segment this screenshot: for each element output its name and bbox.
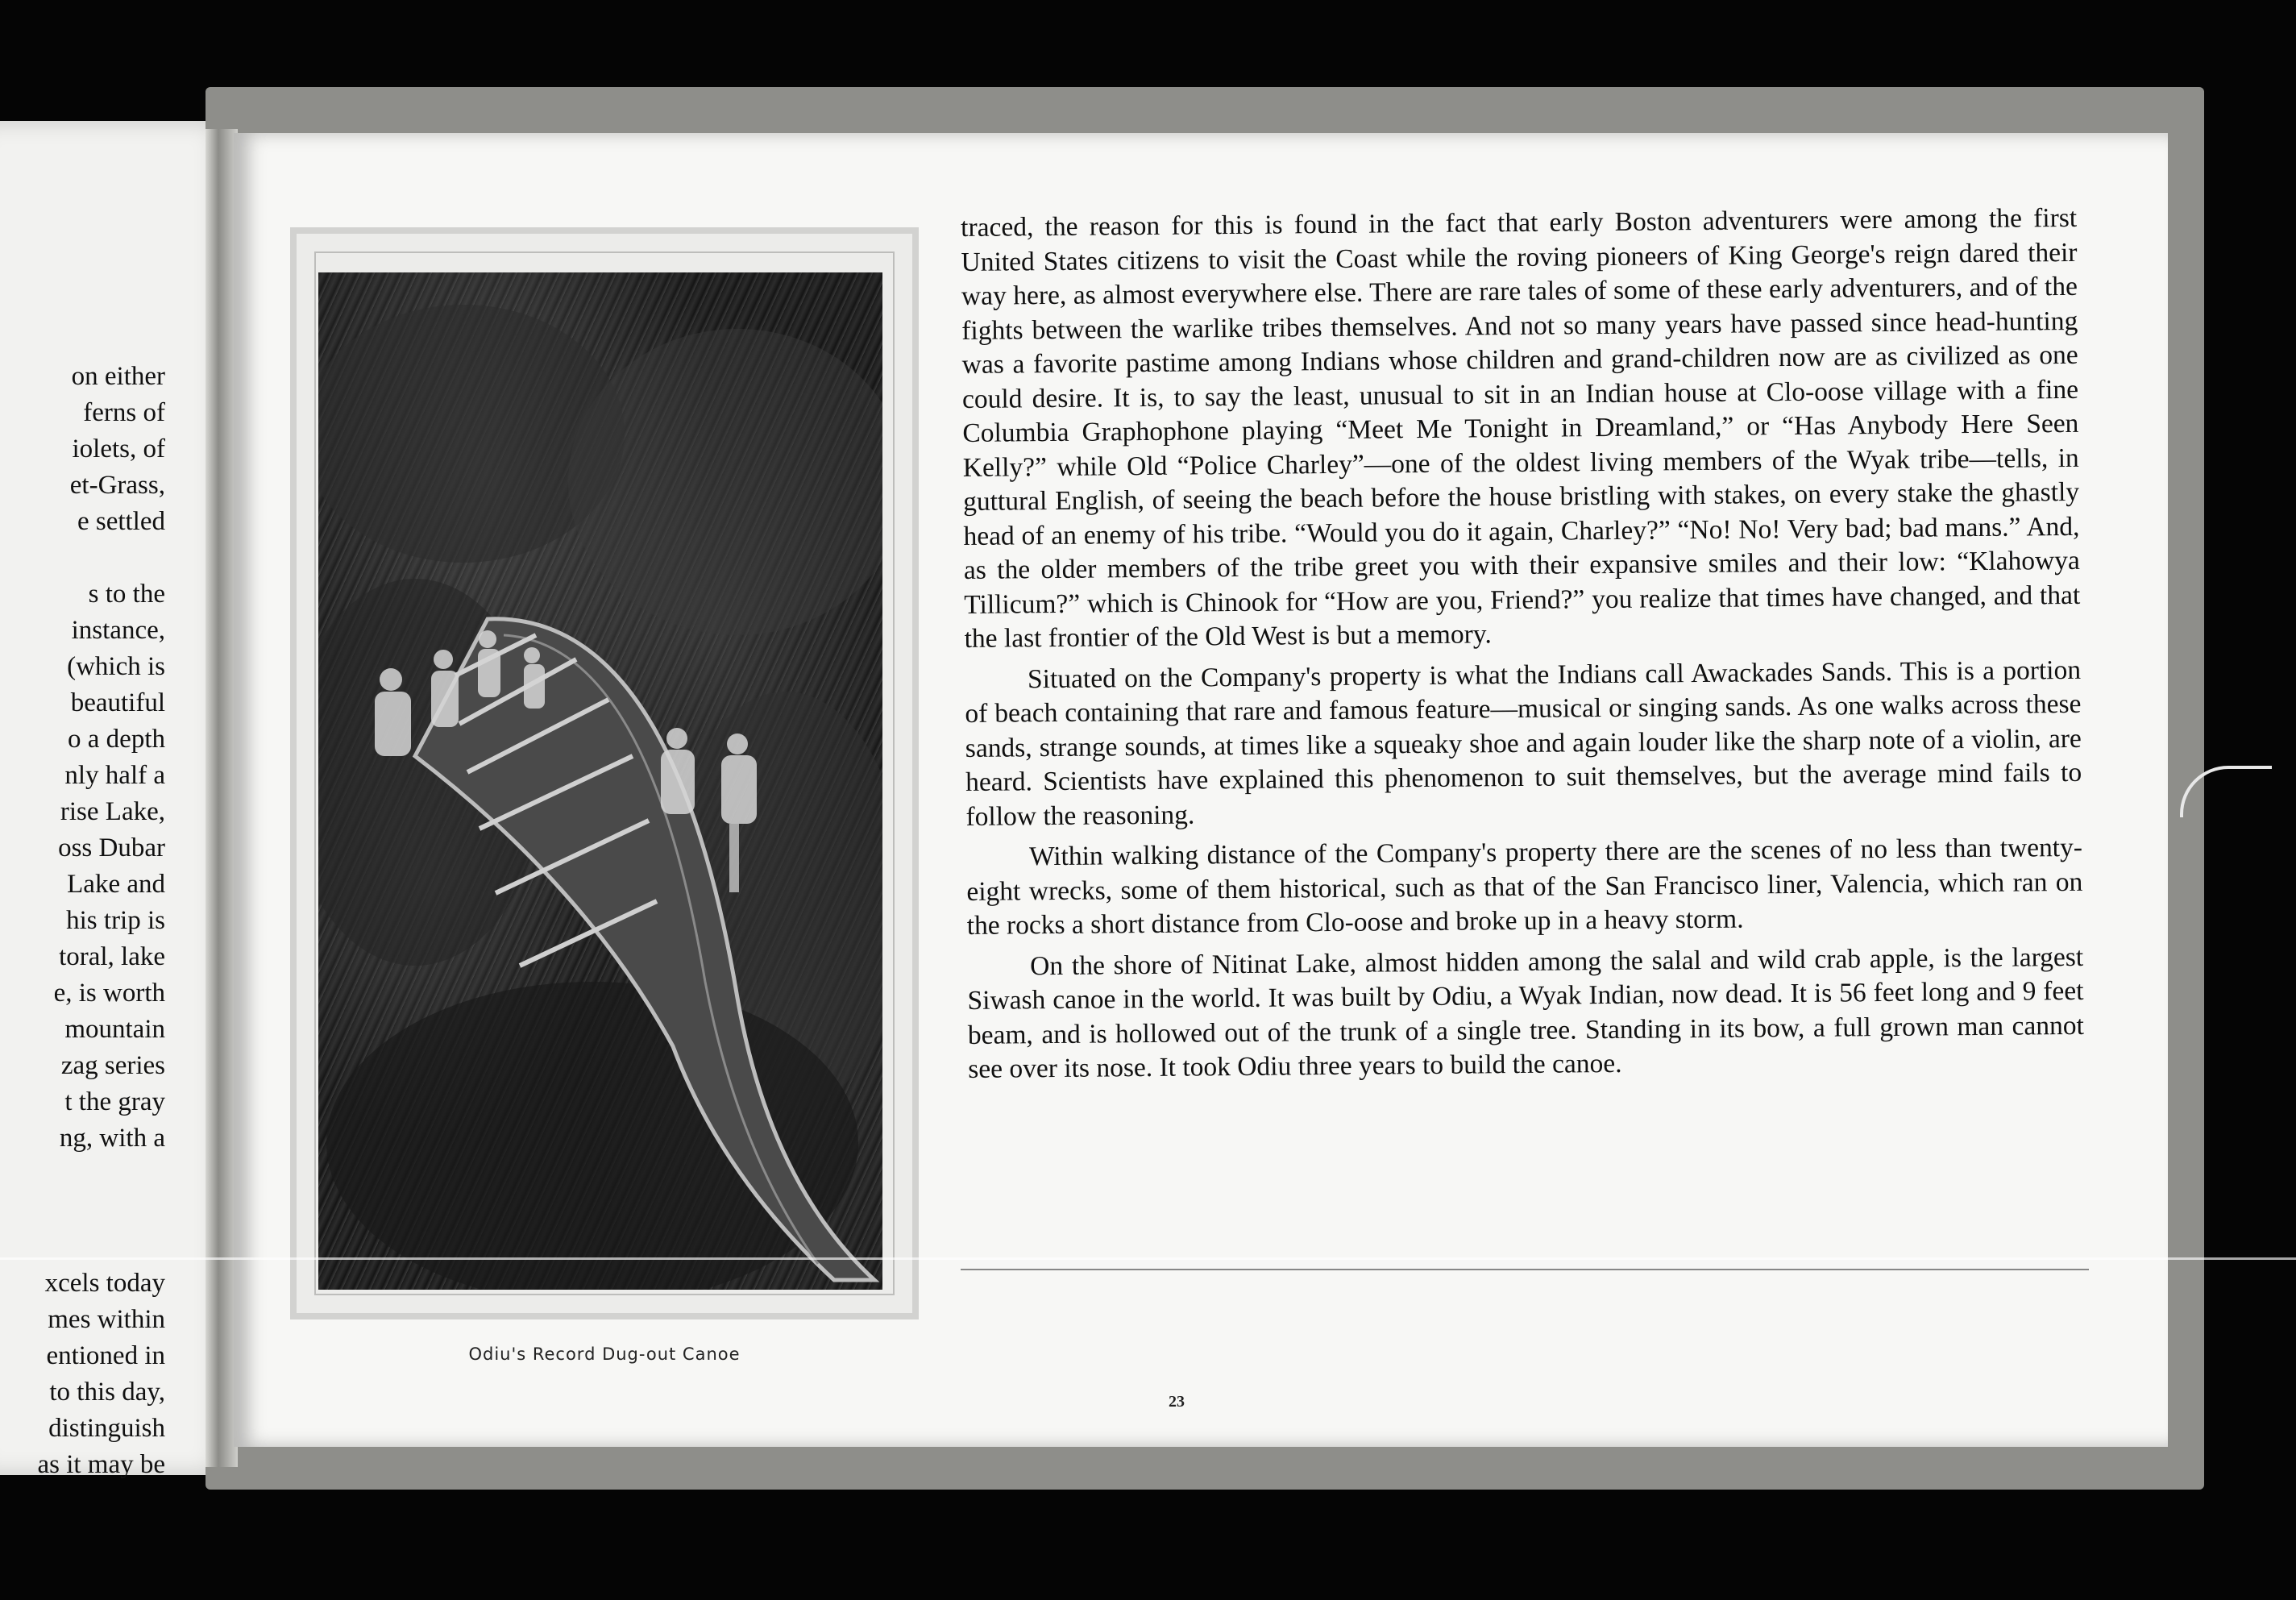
left-page-line: et-Grass, (69, 471, 165, 500)
left-page-line: distinguish (48, 1414, 165, 1443)
left-page-line (0, 1193, 165, 1229)
left-page-line: iolets, of (72, 434, 165, 463)
left-page-line: (which is (67, 652, 165, 681)
canoe-illustration (318, 272, 882, 1290)
left-page-line: t the gray (64, 1087, 165, 1116)
left-page-line: entioned in (46, 1341, 165, 1370)
left-page-line: ferns of (83, 398, 165, 427)
left-page-line: to this day, (49, 1378, 165, 1407)
left-page-line: e, is worth (53, 979, 165, 1008)
left-page-line: zag series (60, 1051, 165, 1080)
left-page-line: his trip is (66, 906, 165, 935)
left-page-line: xcels today (44, 1269, 165, 1298)
body-text-column (961, 202, 2084, 1094)
film-scratch-line-secondary (961, 1269, 2089, 1270)
photo-caption: Odiu's Record Dug-out Canoe (468, 1344, 741, 1364)
film-scratch-line (0, 1257, 2296, 1260)
left-page-line: mountain (64, 1015, 165, 1044)
left-page-line: o a depth (68, 725, 165, 754)
left-page-line: oss Dubar (58, 833, 165, 862)
left-page-line: s to the (88, 580, 165, 609)
left-page-line: as it may be (37, 1450, 165, 1479)
body-paragraph: Situated on the Company's property is what the Indians call Awackades Sands. This is a portion of beach containing that rare and famous feature—musical or singing sands. As one walks across these sands, strange sounds, at times like a squeaky shoe and again louder like the sharp note of a violin, are heard. Scientists have explained this phenomenon to suit themselves, but the average mind fails to follow the reasoning. (965, 655, 2082, 832)
page-number: 23 (1169, 1393, 1185, 1411)
left-page-line: ng, with a (59, 1124, 165, 1153)
left-page-line: mes within (48, 1305, 165, 1334)
body-paragraph: Within walking distance of the Company's property there are the scenes of no less than twenty-eight wrecks, some of them historical, such as that of the San Francisco liner, Valencia, which ran on the rocks a short distance from Clo-oose and broke up in a heavy storm. (966, 832, 2083, 941)
body-paragraph: On the shore of Nitinat Lake, almost hidden among the salal and wild crab apple, is the largest Siwash canoe in the world. It was built by Odiu, a Wyak Indian, now dead. It is 56 feet long and 9 feet beam, and is hollowed out of the trunk of a single tree. Standing in its bow, a full grown man cannot see over its nose. It took Odiu three years to build the canoe. (967, 941, 2085, 1084)
left-page-line: rise Lake, (60, 797, 165, 826)
left-page-line: nly half a (64, 761, 165, 790)
body-paragraph: traced, the reason for this is found in the fact that early Boston adventurers were among the first United States citizens to visit the Coast while the roving pioneers of King George's reign dared their way here, as almost everywhere else. There are rare tales of some of these early adventurers, and of the fights between the warlike tribes themselves. And not so many years have passed since head-hunting was a favorite pastime among Indians whose children and grand-children now are as civilized as one could desire. It is, to say the least, unusual to sit in an Indian house at Clo-oose village with a fine Columbia Graphophone playing “Meet Me Tonight in Dreamland,” or “Has Anybody Here Seen Kelly?” while Old “Police Charley”—one of the oldest living members of the Wyak tribe—tells, in guttural English, of seeing the beach before the house bristling with stakes, on every stake the ghastly head of an enemy of his tribe. “Would you do it again, Charley?” “No! No! Very bad; bad mans.” And, as the older members of the tribe greet you with their expansive smiles and their low: “Klahowya Tillicum?” which is Chinook for “How are you, Friend?” you realize that times have changed, and that the last frontier of the Old West is but a memory. (961, 202, 2081, 654)
left-page-line (0, 1157, 165, 1193)
left-page-line (0, 540, 165, 576)
left-page-line: e settled (77, 507, 165, 536)
left-page-line: instance, (71, 616, 165, 645)
left-page-text (0, 359, 165, 1483)
left-page-line: Lake and (67, 870, 165, 899)
book-gutter (206, 129, 238, 1467)
left-page-line (0, 1229, 165, 1265)
canoe-photograph (318, 272, 882, 1290)
left-page-line: beautiful (70, 688, 165, 717)
left-page-line: toral, lake (59, 942, 165, 971)
left-page-line: on either (71, 362, 165, 391)
